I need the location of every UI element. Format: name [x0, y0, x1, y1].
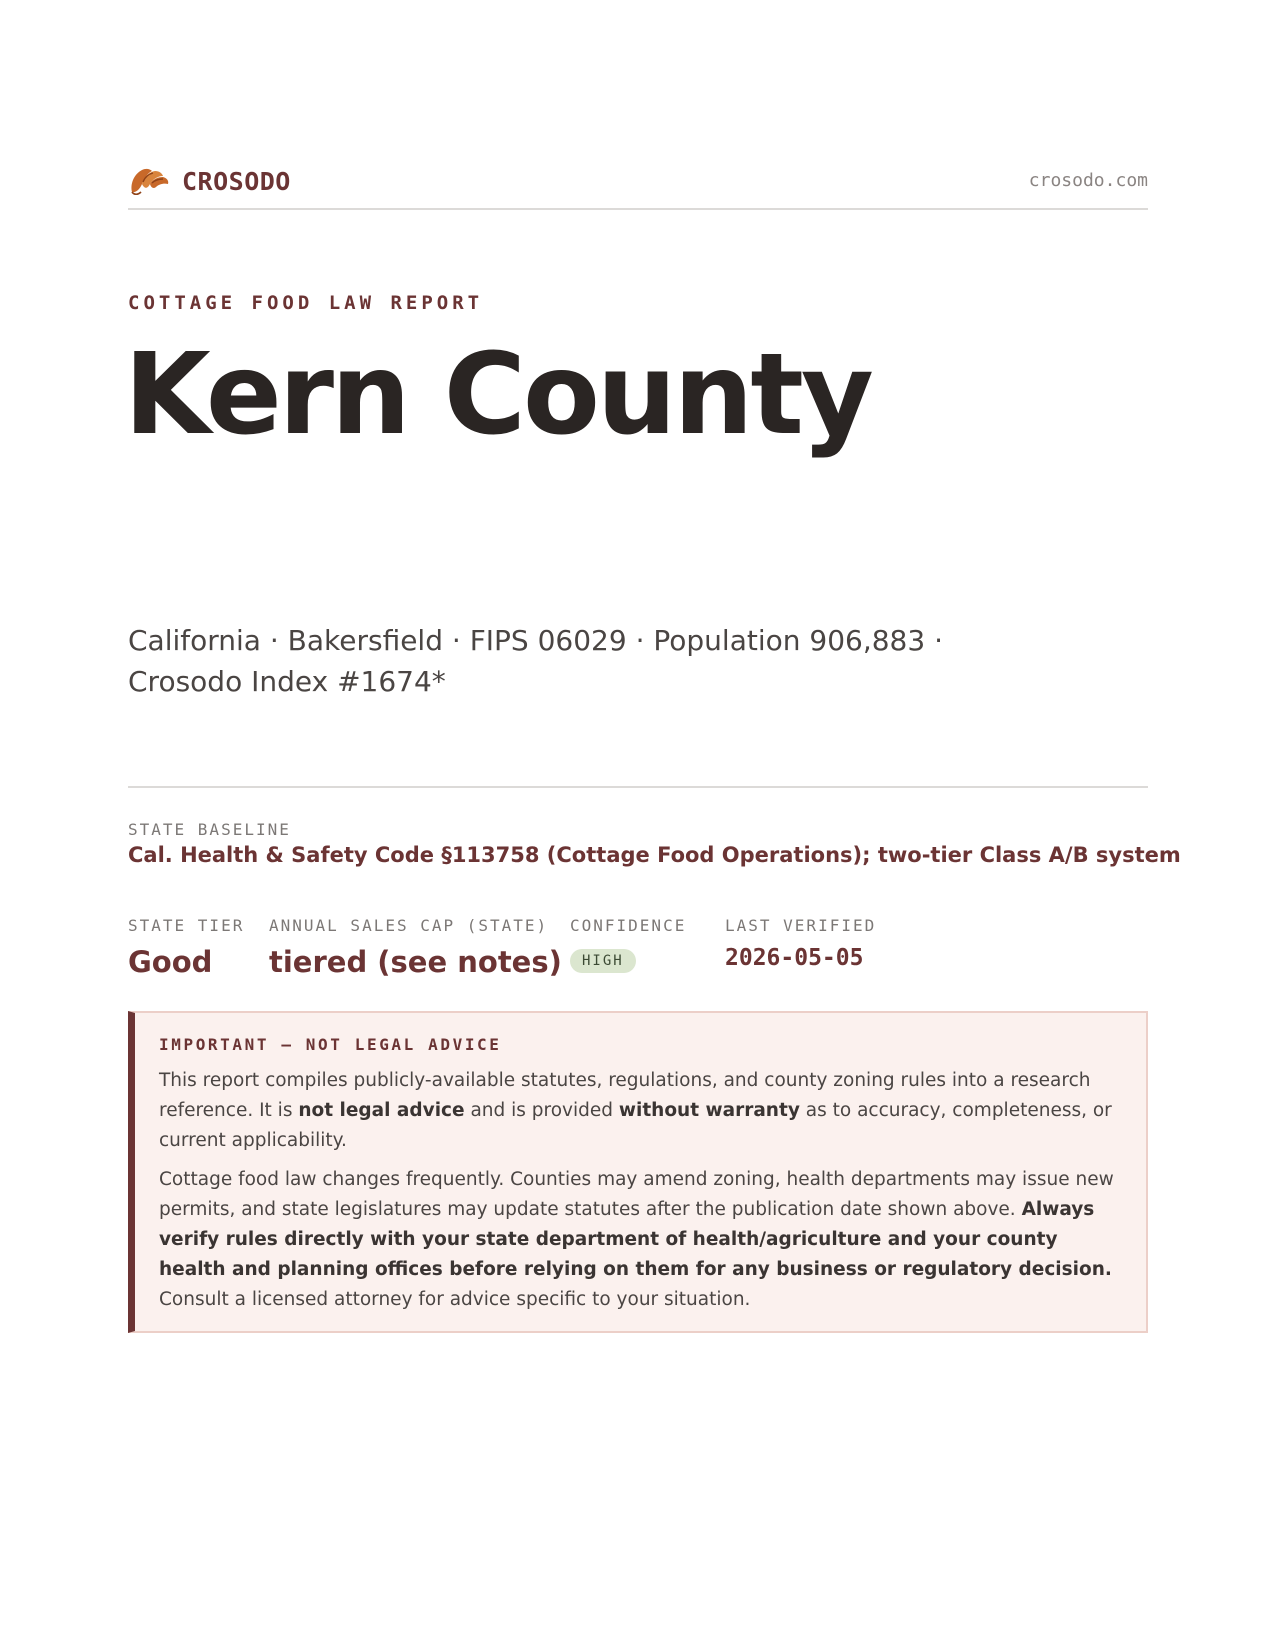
- page-header: [128, 156, 1148, 208]
- notice-p2-text-a: Cottage food law changes frequently. Counties may amend zoning, health departments may issue new permits, and state legislatures may update statutes after the publication date shown above.: [159, 1169, 1114, 1220]
- header-divider: [128, 208, 1148, 210]
- state-baseline-value: Cal. Health & Safety Code §113758 (Cottage Food Operations); two-tier Class A/B system: [128, 843, 1181, 867]
- report-eyebrow: COTTAGE FOOD LAW REPORT: [128, 292, 484, 314]
- notice-paragraph-1: [159, 1066, 1120, 1156]
- confidence-stat: [570, 916, 686, 973]
- state-tier-label: STATE TIER: [128, 916, 245, 935]
- brand[interactable]: [128, 162, 291, 200]
- notice-p2-text-b: Consult a licensed attorney for advice specific to your situation.: [159, 1289, 751, 1310]
- sales-cap-label: ANNUAL SALES CAP (STATE): [269, 916, 549, 935]
- county-meta: [128, 620, 988, 702]
- site-url-link[interactable]: crosodo.com: [1028, 170, 1148, 191]
- notice-p2-bold: Always verify rules directly with your state department of health/agriculture and your county health and planning offices before relying on them for any business or regulatory decision.: [159, 1199, 1112, 1280]
- county-meta-line-1: California · Bakersfield · FIPS 06029 · Population 906,883 ·: [128, 624, 943, 657]
- brand-name: CROSODO: [182, 166, 291, 196]
- notice-p1-text-a: This report compiles publicly-available statutes, regulations, and county zoning rules into a research reference. It is: [159, 1070, 1091, 1121]
- sales-cap-value: tiered (see notes): [269, 945, 562, 979]
- notice-title: IMPORTANT — NOT LEGAL ADVICE: [159, 1035, 502, 1054]
- last-verified-label: LAST VERIFIED: [725, 916, 877, 935]
- last-verified-value: 2026-05-05: [725, 945, 864, 971]
- section-divider: [128, 786, 1148, 788]
- notice-paragraph-2: [159, 1165, 1120, 1315]
- last-verified-stat: [725, 916, 876, 971]
- legal-notice: [128, 1011, 1148, 1333]
- state-tier-value: Good: [128, 945, 213, 979]
- confidence-badge: HIGH: [570, 949, 636, 973]
- state-tier-stat: [128, 916, 244, 979]
- state-baseline-label: STATE BASELINE: [128, 820, 291, 839]
- croissant-icon: [128, 162, 170, 200]
- notice-p1-text-b: and is provided: [464, 1100, 619, 1121]
- notice-p1-bold-b: without warranty: [618, 1100, 800, 1121]
- notice-p1-text-c: as to accuracy, completeness, or current applicability.: [159, 1100, 1112, 1151]
- county-meta-line-2: Crosodo Index #1674*: [128, 665, 446, 698]
- notice-p1-bold-a: not legal advice: [298, 1100, 465, 1121]
- confidence-label: CONFIDENCE: [570, 916, 687, 935]
- page-title: Kern County: [124, 330, 871, 460]
- sales-cap-stat: [269, 916, 562, 979]
